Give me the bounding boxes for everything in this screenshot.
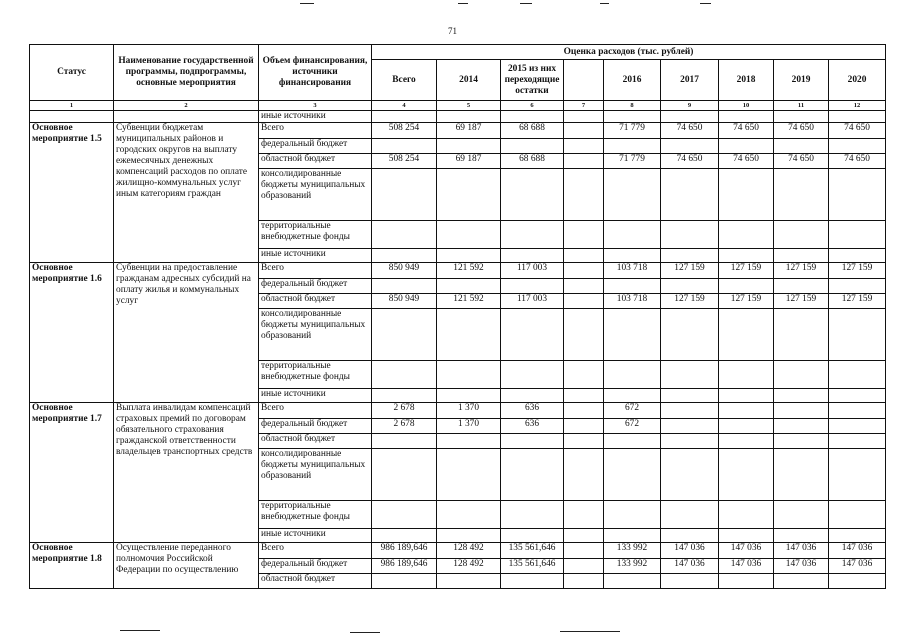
value-cell: 147 036 — [661, 559, 719, 574]
status-cell: Основное мероприятие 1.6 — [30, 263, 114, 403]
value-cell: 121 592 — [437, 263, 501, 279]
value-cell: 986 189,646 — [372, 543, 437, 559]
value-cell — [829, 139, 886, 154]
value-cell: 672 — [604, 403, 661, 419]
value-cell — [372, 309, 437, 361]
value-cell — [564, 389, 604, 403]
value-cell — [774, 221, 829, 249]
value-cell — [564, 419, 604, 434]
col-number: 12 — [829, 101, 886, 111]
budget-row — [30, 403, 886, 419]
value-cell: 147 036 — [661, 543, 719, 559]
col-number: 1 — [30, 101, 114, 111]
value-cell — [372, 139, 437, 154]
value-cell — [774, 403, 829, 419]
value-cell: 2 678 — [372, 419, 437, 434]
value-cell — [437, 139, 501, 154]
value-cell: 74 650 — [829, 154, 886, 169]
value-cell — [372, 449, 437, 501]
value-cell — [501, 169, 564, 221]
col-number: 7 — [564, 101, 604, 111]
col-number: 3 — [259, 101, 372, 111]
value-cell — [604, 449, 661, 501]
source-label: Всего — [259, 123, 372, 139]
value-cell: 127 159 — [661, 263, 719, 279]
value-cell — [564, 279, 604, 294]
value-cell — [564, 263, 604, 279]
value-cell — [437, 169, 501, 221]
col-number: 2 — [114, 101, 259, 111]
value-cell — [661, 449, 719, 501]
value-cell — [564, 574, 604, 589]
value-cell — [372, 249, 437, 263]
value-cell — [501, 139, 564, 154]
value-cell — [604, 221, 661, 249]
source-label: иные источники — [259, 389, 372, 403]
value-cell — [564, 139, 604, 154]
value-cell — [372, 221, 437, 249]
value-cell — [719, 249, 774, 263]
source-label: областной бюджет — [259, 434, 372, 449]
value-cell — [774, 139, 829, 154]
value-cell: 103 718 — [604, 263, 661, 279]
value-cell: 133 992 — [604, 543, 661, 559]
value-cell: 147 036 — [774, 559, 829, 574]
col-number: 11 — [774, 101, 829, 111]
value-cell — [501, 389, 564, 403]
value-cell — [437, 434, 501, 449]
value-cell — [829, 449, 886, 501]
source-label: федеральный бюджет — [259, 559, 372, 574]
source-label: консолидированные бюджеты муниципальных образований — [259, 169, 372, 221]
value-cell — [661, 574, 719, 589]
header-2014: 2014 — [437, 60, 501, 101]
value-cell — [564, 154, 604, 169]
value-cell — [564, 309, 604, 361]
col-number: 6 — [501, 101, 564, 111]
value-cell: 135 561,646 — [501, 559, 564, 574]
value-cell — [604, 279, 661, 294]
value-cell: 74 650 — [774, 123, 829, 139]
source-label: консолидированные бюджеты муниципальных образований — [259, 449, 372, 501]
budget-row — [30, 543, 886, 559]
value-cell: 128 492 — [437, 559, 501, 574]
value-cell: 69 187 — [437, 154, 501, 169]
scan-artifact — [350, 632, 380, 633]
value-cell — [774, 574, 829, 589]
value-cell — [564, 361, 604, 389]
value-cell: 850 949 — [372, 294, 437, 309]
value-cell — [774, 361, 829, 389]
value-cell — [829, 419, 886, 434]
value-cell: 135 561,646 — [501, 543, 564, 559]
value-cell — [564, 221, 604, 249]
value-cell — [437, 389, 501, 403]
value-cell: 127 159 — [661, 294, 719, 309]
col-number: 5 — [437, 101, 501, 111]
source-label: федеральный бюджет — [259, 139, 372, 154]
value-cell — [604, 249, 661, 263]
value-cell: 2 678 — [372, 403, 437, 419]
value-cell — [501, 249, 564, 263]
value-cell: 1 370 — [437, 419, 501, 434]
header-total: Всего — [372, 60, 437, 101]
value-cell — [501, 501, 564, 529]
status-cell: Основное мероприятие 1.8 — [30, 543, 114, 589]
source-label: Всего — [259, 543, 372, 559]
value-cell — [564, 434, 604, 449]
value-cell — [719, 501, 774, 529]
value-cell: 74 650 — [719, 154, 774, 169]
measure-name-cell: Осуществление переданного полномочия Российской Федерации по осуществлению — [114, 543, 259, 589]
value-cell: 147 036 — [829, 559, 886, 574]
value-cell — [437, 501, 501, 529]
value-cell: 74 650 — [661, 123, 719, 139]
value-cell — [661, 139, 719, 154]
value-cell: 71 779 — [604, 123, 661, 139]
source-label: территориальные внебюджетные фонды — [259, 501, 372, 529]
value-cell — [372, 434, 437, 449]
value-cell — [661, 249, 719, 263]
source-label: федеральный бюджет — [259, 419, 372, 434]
value-cell — [604, 574, 661, 589]
value-cell — [829, 574, 886, 589]
value-cell: 636 — [501, 419, 564, 434]
value-cell — [604, 309, 661, 361]
value-cell — [719, 434, 774, 449]
value-cell: 127 159 — [719, 294, 774, 309]
value-cell — [564, 529, 604, 543]
value-cell: 68 688 — [501, 154, 564, 169]
value-cell: 74 650 — [719, 123, 774, 139]
value-cell — [661, 501, 719, 529]
value-cell: 850 949 — [372, 263, 437, 279]
value-cell — [372, 389, 437, 403]
value-cell — [774, 529, 829, 543]
source-label: иные источники — [259, 111, 372, 123]
value-cell — [501, 434, 564, 449]
value-cell — [437, 249, 501, 263]
source-label: областной бюджет — [259, 154, 372, 169]
value-cell — [501, 574, 564, 589]
value-cell — [437, 529, 501, 543]
header-estimate: Оценка расходов (тыс. рублей) — [372, 45, 886, 60]
value-cell: 128 492 — [437, 543, 501, 559]
value-cell — [661, 169, 719, 221]
value-cell — [501, 529, 564, 543]
value-cell: 103 718 — [604, 294, 661, 309]
value-cell: 117 003 — [501, 263, 564, 279]
value-cell — [501, 221, 564, 249]
value-cell — [774, 389, 829, 403]
source-label: Всего — [259, 263, 372, 279]
value-cell: 127 159 — [719, 263, 774, 279]
source-label: федеральный бюджет — [259, 279, 372, 294]
value-cell — [719, 361, 774, 389]
value-cell — [774, 501, 829, 529]
value-cell — [719, 169, 774, 221]
value-cell — [372, 361, 437, 389]
measure-name-cell: Субвенции на предоставление гражданам адресных субсидий на оплату жилья и коммунальных услуг — [114, 263, 259, 403]
value-cell — [661, 389, 719, 403]
budget-row — [30, 123, 886, 139]
value-cell — [501, 279, 564, 294]
status-cell: Основное мероприятие 1.5 — [30, 123, 114, 263]
value-cell: 133 992 — [604, 559, 661, 574]
value-cell: 147 036 — [719, 559, 774, 574]
value-cell — [564, 543, 604, 559]
value-cell: 672 — [604, 419, 661, 434]
value-cell — [829, 309, 886, 361]
value-cell — [437, 449, 501, 501]
budget-table — [29, 44, 886, 589]
scan-artifact — [120, 630, 160, 631]
source-label: территориальные внебюджетные фонды — [259, 361, 372, 389]
source-label: областной бюджет — [259, 294, 372, 309]
value-cell: 117 003 — [501, 294, 564, 309]
value-cell — [774, 419, 829, 434]
value-cell — [829, 403, 886, 419]
value-cell — [564, 501, 604, 529]
budget-row — [30, 263, 886, 279]
value-cell — [372, 279, 437, 294]
value-cell — [774, 249, 829, 263]
measure-name-cell: Выплата инвалидам компенсаций страховых премий по договорам обязательного страхования гражданской ответственности владельцев транспортных средств — [114, 403, 259, 543]
value-cell — [829, 279, 886, 294]
value-cell — [604, 529, 661, 543]
status-cell: Основное мероприятие 1.7 — [30, 403, 114, 543]
value-cell — [774, 449, 829, 501]
value-cell — [829, 361, 886, 389]
value-cell: 147 036 — [829, 543, 886, 559]
value-cell: 636 — [501, 403, 564, 419]
value-cell: 74 650 — [829, 123, 886, 139]
value-cell — [774, 434, 829, 449]
header-2019: 2019 — [774, 60, 829, 101]
scan-artifact — [458, 3, 468, 4]
value-cell — [564, 249, 604, 263]
value-cell — [564, 123, 604, 139]
scan-artifact — [600, 3, 609, 4]
value-cell — [564, 559, 604, 574]
value-cell: 74 650 — [774, 154, 829, 169]
value-cell — [829, 434, 886, 449]
value-cell — [661, 434, 719, 449]
measure-name-cell: Субвенции бюджетам муниципальных районов и городских округов на выплату ежемесячных денежных компенсаций расходов по оплате жилищно-коммунальных услуг иным категориям граждан — [114, 123, 259, 263]
source-label: консолидированные бюджеты муниципальных образований — [259, 309, 372, 361]
col-number: 10 — [719, 101, 774, 111]
value-cell — [719, 403, 774, 419]
value-cell — [437, 361, 501, 389]
source-label: областной бюджет — [259, 574, 372, 589]
scan-artifact — [300, 3, 314, 4]
value-cell — [501, 449, 564, 501]
carry-over-row — [30, 111, 886, 123]
value-cell: 69 187 — [437, 123, 501, 139]
value-cell — [719, 279, 774, 294]
value-cell: 508 254 — [372, 123, 437, 139]
value-cell — [564, 403, 604, 419]
source-label: территориальные внебюджетные фонды — [259, 221, 372, 249]
value-cell: 1 370 — [437, 403, 501, 419]
value-cell — [437, 574, 501, 589]
value-cell — [437, 279, 501, 294]
col-number: 9 — [661, 101, 719, 111]
value-cell — [437, 309, 501, 361]
value-cell — [661, 529, 719, 543]
value-cell: 127 159 — [774, 263, 829, 279]
header-status: Статус — [30, 45, 114, 101]
value-cell: 68 688 — [501, 123, 564, 139]
value-cell — [604, 501, 661, 529]
value-cell — [437, 221, 501, 249]
header-2016: 2016 — [604, 60, 661, 101]
value-cell — [719, 389, 774, 403]
value-cell — [719, 221, 774, 249]
header-2017: 2017 — [661, 60, 719, 101]
value-cell: 986 189,646 — [372, 559, 437, 574]
col-number: 8 — [604, 101, 661, 111]
value-cell — [604, 389, 661, 403]
value-cell — [604, 139, 661, 154]
value-cell — [829, 249, 886, 263]
header-blank — [564, 60, 604, 101]
header-volume: Объем финансирования, источники финансирования — [259, 45, 372, 101]
header-2015: 2015 из них переходящие остатки — [501, 60, 564, 101]
value-cell — [774, 309, 829, 361]
value-cell — [829, 501, 886, 529]
value-cell — [501, 309, 564, 361]
value-cell — [372, 574, 437, 589]
value-cell — [372, 169, 437, 221]
value-cell — [564, 294, 604, 309]
value-cell — [661, 419, 719, 434]
value-cell: 147 036 — [719, 543, 774, 559]
page-number: 71 — [448, 26, 457, 36]
value-cell — [774, 279, 829, 294]
value-cell: 508 254 — [372, 154, 437, 169]
header-program: Наименование государственной программы, подпрограммы, основные мероприятия — [114, 45, 259, 101]
value-cell — [661, 221, 719, 249]
value-cell — [604, 434, 661, 449]
value-cell — [604, 361, 661, 389]
value-cell — [829, 221, 886, 249]
scan-artifact — [560, 631, 620, 632]
value-cell — [719, 139, 774, 154]
source-label: иные источники — [259, 529, 372, 543]
value-cell: 147 036 — [774, 543, 829, 559]
value-cell — [719, 574, 774, 589]
value-cell: 127 159 — [829, 263, 886, 279]
value-cell — [829, 389, 886, 403]
col-number: 4 — [372, 101, 437, 111]
value-cell: 127 159 — [774, 294, 829, 309]
source-label: иные источники — [259, 249, 372, 263]
value-cell — [661, 279, 719, 294]
value-cell — [719, 309, 774, 361]
source-label: Всего — [259, 403, 372, 419]
value-cell — [774, 169, 829, 221]
value-cell: 74 650 — [661, 154, 719, 169]
value-cell — [829, 169, 886, 221]
value-cell — [604, 169, 661, 221]
value-cell — [829, 529, 886, 543]
scan-artifact — [520, 3, 532, 4]
value-cell — [661, 361, 719, 389]
value-cell — [564, 169, 604, 221]
value-cell — [564, 449, 604, 501]
value-cell — [719, 529, 774, 543]
header-2018: 2018 — [719, 60, 774, 101]
value-cell — [719, 419, 774, 434]
value-cell: 121 592 — [437, 294, 501, 309]
scan-artifact — [700, 3, 711, 4]
value-cell — [372, 529, 437, 543]
value-cell — [501, 361, 564, 389]
value-cell — [719, 449, 774, 501]
value-cell: 127 159 — [829, 294, 886, 309]
value-cell — [661, 403, 719, 419]
value-cell — [372, 501, 437, 529]
value-cell — [661, 309, 719, 361]
header-2020: 2020 — [829, 60, 886, 101]
value-cell: 71 779 — [604, 154, 661, 169]
